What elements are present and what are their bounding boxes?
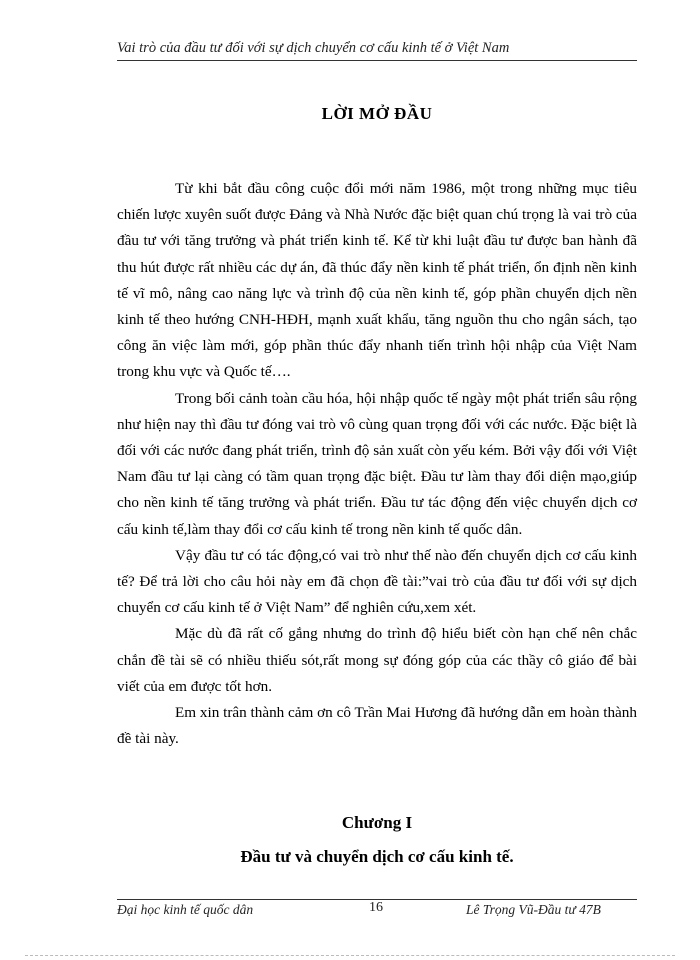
header-rule: [117, 60, 637, 61]
paragraph-4: Mặc dù đã rất cố gắng nhưng do trình độ hiểu biết còn hạn chế nên chắc chắn đề tài sẽ có nhiều thiếu sót,rất mong sự đóng góp của các thầy cô giáo để bài viết của em được tốt hơn.: [117, 625, 637, 695]
paragraph-5: Em xin trân thành cảm ơn cô Trần Mai Hương đã hướng dẫn em hoàn thành đề tài này.: [117, 704, 637, 748]
paragraph-2: Trong bối cảnh toàn cầu hóa, hội nhập quốc tế ngày một phát triển sâu rộng như hiện nay thì đầu tư đóng vai trò vô cùng quan trọng đối với các nước. Đặc biệt là đối với các nước đang phát triển, trình độ sản xuất còn yếu kém. Bởi vậy đối với Việt Nam đầu tư lại càng có tầm quan trọng đặc biệt. Đầu tư làm thay đổi diện mạo,giúp cho nền kinh tế tăng trưởng và phát triển. Đầu tư tác động đến việc chuyển dịch cơ cấu kinh tế,làm thay đổi cơ cấu kinh tế trong nền kinh tế quốc dân.: [117, 389, 637, 538]
page-break-divider: [25, 955, 675, 956]
body-text: [117, 176, 637, 752]
footer-university: Đại học kinh tế quốc dân: [117, 902, 254, 917]
chapter-heading: Chương I: [341, 813, 413, 832]
running-header: Vai trò của đầu tư đối với sự dịch chuyển cơ cấu kinh tế ở Việt Nam: [117, 40, 510, 56]
paragraph-1: Từ khi bắt đầu công cuộc đổi mới năm 1986, một trong những mục tiêu chiến lược xuyên suốt được Đảng và Nhà Nước đặc biệt quan chú trọng là vai trò của đầu tư với tăng trưởng và phát triển kinh tế. Kể từ khi luật đầu tư được ban hành đã thu hút được rất nhiều các dự án, đã thúc đẩy nền kinh tế phát triển, ổn định nền kinh tế vĩ mô, nâng cao năng lực và trình độ của nền kinh tế, góp phần chuyển dịch nền kinh tế theo hướng CNH-HĐH, mạnh xuất khẩu, tăng nguồn thu cho ngân sách, tạo công ăn việc làm mới, góp phần thúc đẩy nhanh tiến trình hội nhập của Việt Nam trong khu vực và Quốc tế….: [117, 180, 637, 381]
page-title: LỜI MỞ ĐẦU: [321, 104, 433, 123]
page-number: 16: [369, 900, 383, 915]
footer-author: Lê Trọng Vũ-Đầu tư 47B: [466, 902, 601, 917]
chapter-subtitle: Đầu tư và chuyển dịch cơ cấu kinh tế.: [240, 847, 514, 866]
paragraph-3: Vậy đầu tư có tác động,có vai trò như thế nào đến chuyển dịch cơ cấu kinh tế? Để trả lời cho câu hỏi này em đã chọn đề tài:”vai trò của đầu tư đối với sự dịch chuyển cơ cấu kinh tế ở Việt Nam” để nghiên cứu,xem xét.: [117, 546, 637, 617]
